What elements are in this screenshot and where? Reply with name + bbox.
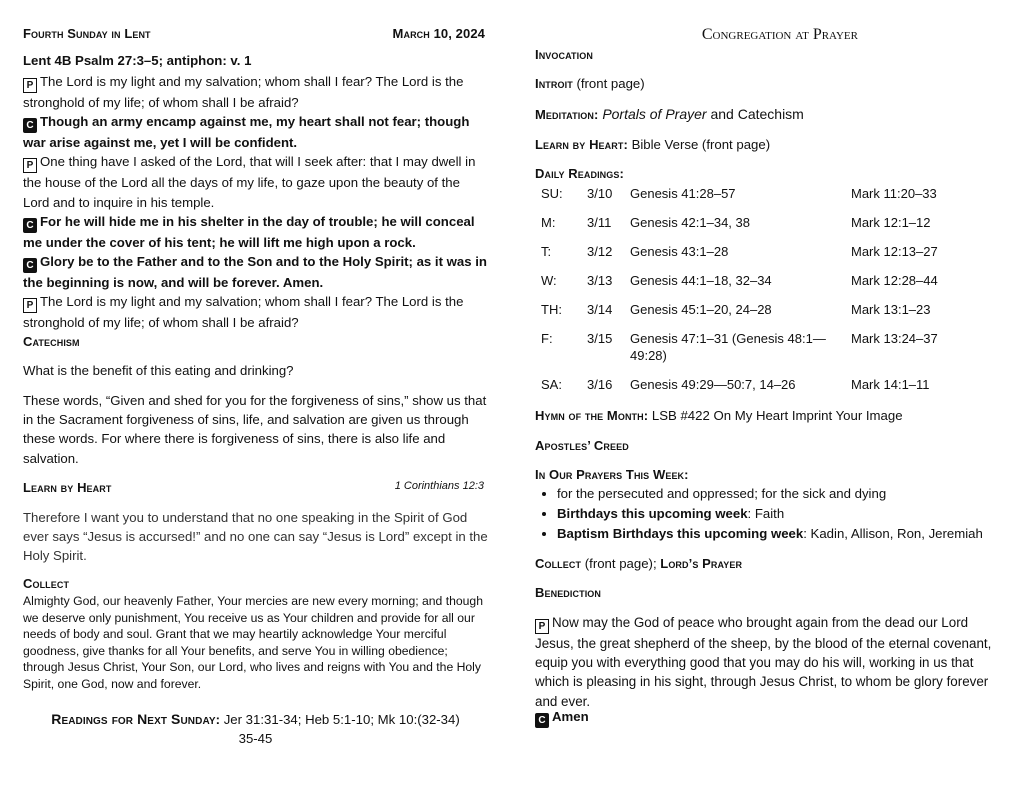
- introit-line: [535, 76, 1005, 91]
- pastor-badge-icon: P: [23, 158, 37, 173]
- table-row: SA: 3/16 Genesis 49:29—50:7, 14–26 Mark 14:1–11: [541, 377, 930, 392]
- list-item: • Baptism Birthdays this upcoming week: Kadin, Allison, Ron, Jeremiah: [557, 524, 1005, 544]
- psalm-verse: C Though an army encamp against me, my heart shall not fear; though war arise against me, yet I will be confident.: [23, 114, 470, 151]
- service-date: March 10, 2024: [392, 26, 485, 41]
- psalm-verse: C For he will hide me in his shelter in the day of trouble; he will conceal me under the cover of his tent; he will lift me high upon a rock.: [23, 213, 475, 250]
- learn-by-heart-header: [23, 480, 488, 495]
- collect-label-right: Collect: [535, 556, 582, 571]
- amen-text: Amen: [552, 709, 589, 724]
- psalm-verse: P The Lord is my light and my salvation; whom shall I fear? The Lord is the stronghold of my life; of whom shall I be afraid?: [23, 74, 464, 110]
- collect-line: [535, 556, 1005, 571]
- psalm-responsive: [23, 72, 488, 332]
- congregation-badge-icon: C: [23, 258, 37, 273]
- hymn-label: Hymn of the Month:: [535, 408, 649, 423]
- meditation-line: [535, 106, 1005, 122]
- learn-line: [535, 137, 1005, 152]
- congregation-badge-icon: C: [23, 218, 37, 233]
- collect-heading: Collect: [23, 576, 70, 591]
- invocation-heading: Invocation: [535, 47, 593, 62]
- meditation-italic: Portals of Prayer: [602, 106, 707, 122]
- psalm-verse: C Glory be to the Father and to the Son and to the Holy Spirit; as it was in the beginning is now, and will be forever. Amen.: [23, 254, 487, 291]
- next-sunday-label: Readings for Next Sunday: [51, 711, 216, 727]
- psalm-verse: P One thing have I asked of the Lord, that will I seek after: that I may dwell in the house of the Lord all the days of my life, to gaze upon the beauty of the Lord and to inquire in his temple.: [23, 154, 476, 210]
- prayers-heading: In Our Prayers This Week:: [535, 467, 689, 482]
- introit-text: (front page): [576, 76, 645, 91]
- congregation-badge-icon: C: [23, 118, 37, 133]
- pastor-badge-icon: P: [535, 619, 549, 634]
- psalm-heading: Lent 4B Psalm 27:3–5; antiphon: v. 1: [23, 53, 252, 68]
- benediction-text: P Now may the God of peace who brought again from the dead our Lord Jesus, the great shepherd of the sheep, by the blood of the eternal covenant, equip you with everything good that you may do his will, working in us that which is pleasing in his sight, through Jesus Christ, to whom be glory forever and ever.: [535, 615, 992, 709]
- next-sunday-text: Jer 31:31-34; Heb 5:1-10; Mk 10:(32-34): [223, 712, 460, 727]
- table-row: F: 3/15 Genesis 47:1–31 (Genesis 48:1—49:28) Mark 13:24–37: [541, 331, 938, 363]
- table-row: TH: 3/14 Genesis 45:1–20, 24–28 Mark 13:1–23: [541, 302, 931, 317]
- list-item: • Birthdays this upcoming week: Faith: [557, 504, 1005, 524]
- daily-readings-table: [541, 185, 1001, 398]
- catechism-answer: These words, “Given and shed for you for the forgiveness of sins,” show us that in the Sacrament forgiveness of sins, life, and salvation are given us through these words. For where there is forgiveness of sins, there is also life and salvation.: [23, 393, 487, 466]
- prayers-list: [535, 484, 1005, 544]
- learn-label: Learn by Heart:: [535, 137, 628, 152]
- next-sunday-text-cont: 35-45: [238, 731, 273, 746]
- table-row: SU: 3/10 Genesis 41:28–57 Mark 11:20–33: [541, 186, 937, 201]
- hymn-line: [535, 408, 1005, 423]
- catechism-heading: Catechism: [23, 334, 80, 349]
- amen-line: [535, 709, 1005, 728]
- pastor-badge-icon: P: [23, 78, 37, 93]
- table-row: W: 3/13 Genesis 44:1–18, 32–34 Mark 12:28–44: [541, 273, 938, 288]
- table-row: M: 3/11 Genesis 42:1–34, 38 Mark 12:1–12: [541, 215, 931, 230]
- next-sunday-readings: Readings for Next Sunday: Jer 31:31-34; Heb 5:1-10; Mk 10:(32-34) 35-45: [51, 711, 460, 746]
- collect-text-right: (front page);: [584, 556, 657, 571]
- page-header: [23, 26, 485, 41]
- learn-citation: 1 Corinthians 12:3: [394, 480, 484, 492]
- congregation-badge-icon: C: [535, 713, 549, 728]
- daily-readings-heading: Daily Readings:: [535, 166, 624, 181]
- catechism-question: What is the benefit of this eating and drinking?: [23, 363, 294, 378]
- hymn-text: LSB #422 On My Heart Imprint Your Image: [651, 408, 903, 423]
- service-title: Fourth Sunday in Lent: [23, 26, 151, 41]
- introit-label: Introit: [535, 76, 573, 91]
- creed-heading: Apostles’ Creed: [535, 438, 629, 453]
- lords-prayer: Lord’s Prayer: [660, 556, 743, 571]
- learn-heading: Learn by Heart: [23, 480, 112, 495]
- collect-text: Almighty God, our heavenly Father, Your mercies are new every morning; and though we deserve only punishment, You receive us as Your children and provide for all our needs of body and soul. Grant that we may heartily acknowledge Your merciful goodness, give thanks for all Your benefits, and serve You in willing obedience; through Jesus Christ, Your Son, our Lord, who lives and reigns with You and the Holy Spirit, one God, now and forever.: [23, 594, 483, 691]
- table-row: T: 3/12 Genesis 43:1–28 Mark 12:13–27: [541, 244, 938, 259]
- meditation-text: and Catechism: [710, 106, 804, 122]
- psalm-verse: P The Lord is my light and my salvation; whom shall I fear? The Lord is the stronghold of my life; of whom shall I be afraid?: [23, 294, 464, 331]
- list-item: • for the persecuted and oppressed; for the sick and dying: [557, 484, 1005, 504]
- pastor-badge-icon: P: [23, 298, 37, 313]
- page-title: Congregation at Prayer: [701, 26, 858, 43]
- learn-text-right: Bible Verse (front page): [631, 137, 771, 152]
- meditation-label: Meditation:: [535, 107, 599, 122]
- learn-text: Therefore I want you to understand that no one speaking in the Spirit of God ever says “Jesus is accursed!” and no one can say “Jesus is Lord” except in the Holy Spirit.: [23, 510, 488, 564]
- benediction-heading: Benediction: [535, 585, 601, 600]
